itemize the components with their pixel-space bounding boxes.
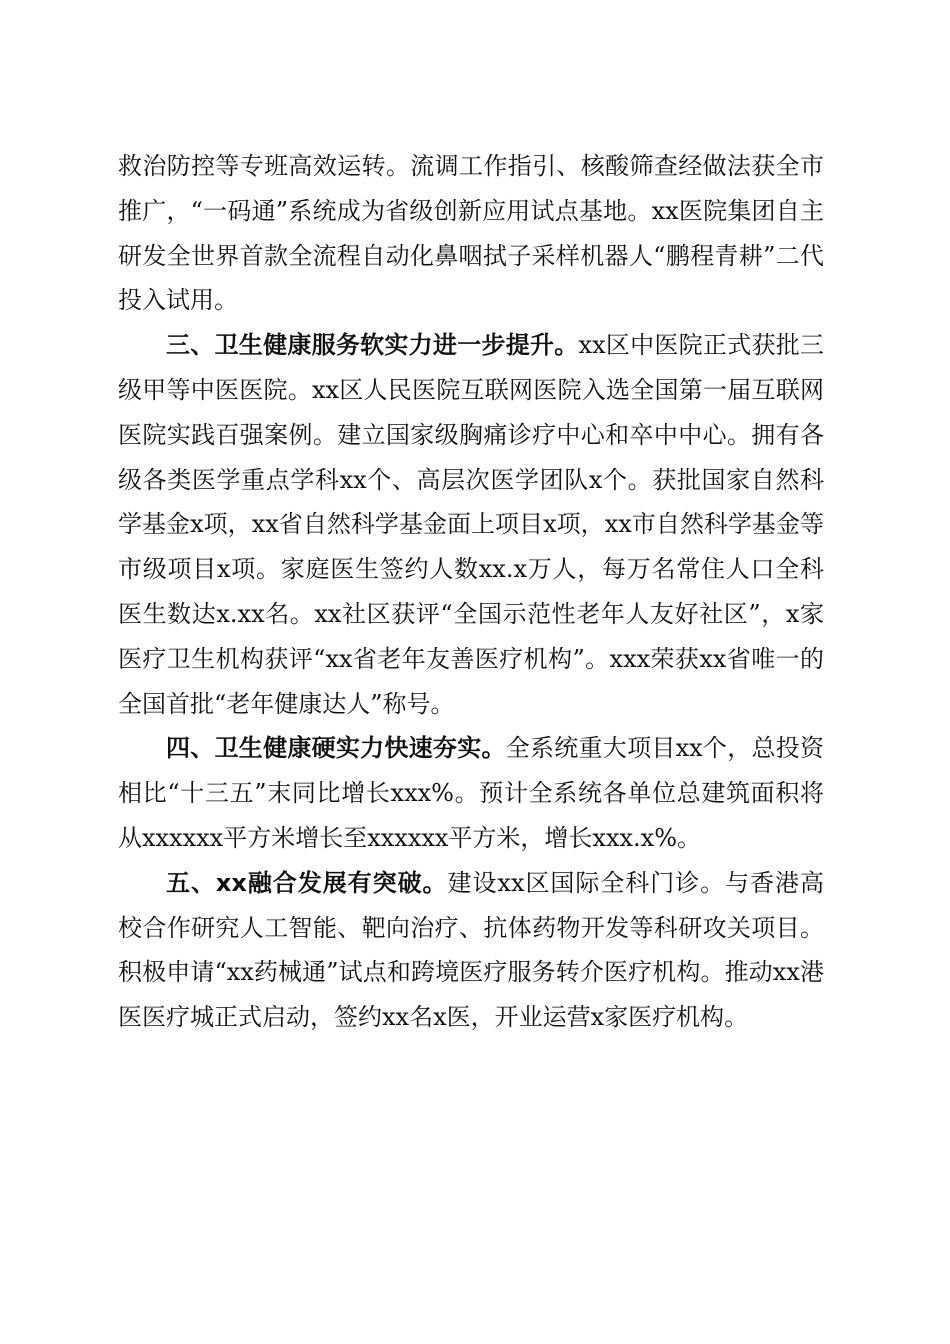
section-heading: 三、卫生健康服务软实力进一步提升。 — [166, 331, 579, 360]
paragraph-body: 救治防控等专班高效运转。流调工作指引、核酸筛查经做法获全市推广，“一码通”系统成为省级创新应用试点基地。xx医院集团自主研发全世界首款全流程自动化鼻咽拭子采样机器人“鹏程青耕”二代投入试用。 — [118, 152, 824, 315]
section-heading: 四、卫生健康硬实力快速夯实。 — [166, 734, 506, 763]
paragraph-section-four — [118, 726, 824, 860]
paragraph-section-three — [118, 323, 824, 726]
paragraph-continuation — [118, 144, 824, 323]
paragraph-section-five — [118, 861, 824, 1040]
section-heading: 五、xx融合发展有突破。 — [166, 868, 448, 897]
paragraph-body: 建设xx区国际全科门诊。与香港高校合作研究人工智能、靶向治疗、抗体药物开发等科研攻关项目。积极申请“xx药械通”试点和跨境医疗服务转介医疗机构。推动xx港医医疗城正式启动，签约xx名x医，开业运营x家医疗机构。 — [118, 868, 824, 1032]
paragraph-body: xx区中医院正式获批三级甲等中医医院。xx区人民医院互联网医院入选全国第一届互联网医院实践百强案例。建立国家级胸痛诊疗中心和卒中中心。拥有各级各类医学重点学科xx个、高层次医学团队x个。获批国家自然科学基金x项，xx省自然科学基金面上项目x项，xx市自然科学基金等市级项目x项。家庭医生签约人数xx.x万人，每万名常住人口全科医生数达x.xx名。xx社区获评“全国示范性老年人友好社区”，x家医疗卫生机构获评“xx省老年友善医疗机构”。xxx荣获xx省唯一的全国首批“老年健康达人”称号。 — [118, 331, 824, 718]
paragraph-body: 全系统重大项目xx个，总投资相比“十三五”末同比增长xxx%。预计全系统各单位总建筑面积将从xxxxxx平方米增长至xxxxxx平方米，增长xxx.x%。 — [118, 734, 824, 852]
document-page — [118, 144, 824, 1040]
